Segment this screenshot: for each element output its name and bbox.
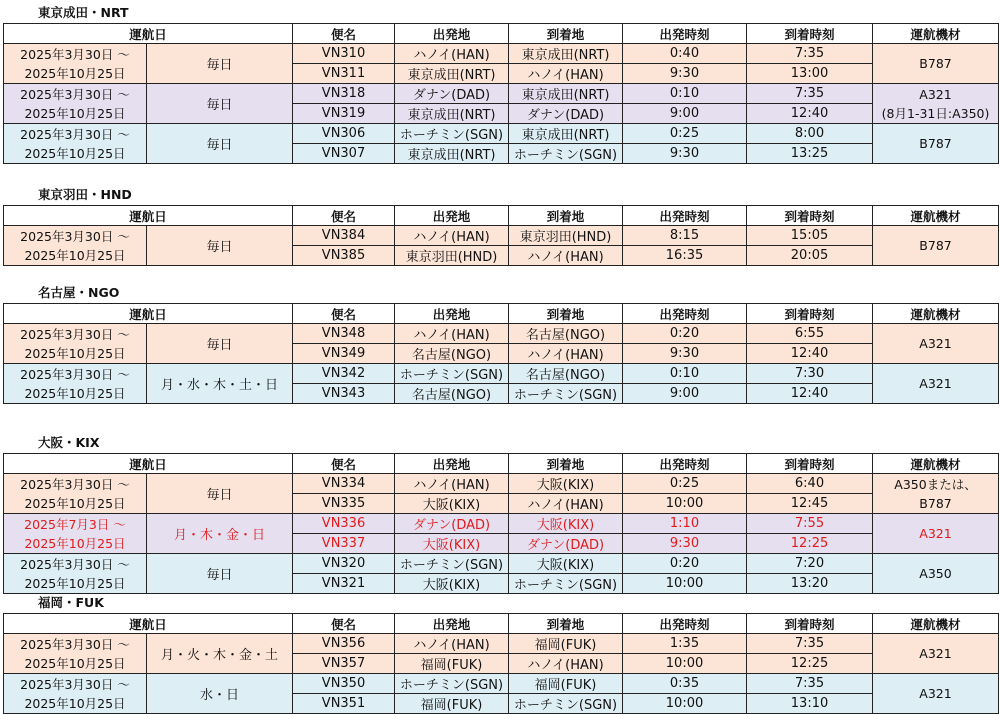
header-arr: 到着時刻 — [747, 454, 873, 474]
arrival-time: 6:40 — [747, 474, 873, 494]
arrival-time: 13:00 — [747, 64, 873, 84]
origin: ホーチミン(SGN) — [395, 124, 509, 144]
origin: ハノイ(HAN) — [395, 226, 509, 246]
flight-row — [4, 514, 999, 534]
period-start: 2025年3月30日 ～ — [20, 676, 130, 692]
origin: 東京成田(NRT) — [395, 144, 509, 164]
period-start: 2025年3月30日 ～ — [20, 126, 130, 142]
section-title: 名古屋・NGO — [38, 285, 120, 300]
period-cell — [4, 554, 147, 594]
aircraft-type: A321 — [919, 336, 952, 351]
flight-number: VN307 — [293, 144, 395, 164]
origin: 東京羽田(HND) — [395, 246, 509, 266]
header-from: 出発地 — [395, 24, 509, 44]
origin: 福岡(FUK) — [395, 654, 509, 674]
operating-days: 毎日 — [147, 324, 293, 364]
period-end: 2025年10月25日 — [24, 495, 126, 511]
flight-row — [4, 364, 999, 384]
header-period: 運航日 — [4, 206, 293, 226]
header-dep: 出発時刻 — [623, 304, 747, 324]
header-dep: 出発時刻 — [623, 614, 747, 634]
aircraft-cell — [873, 124, 999, 164]
header-from: 出発地 — [395, 304, 509, 324]
flight-number: VN384 — [293, 226, 395, 246]
departure-time: 10:00 — [623, 694, 747, 714]
header-flight: 便名 — [293, 304, 395, 324]
header-aircraft: 運航機材 — [873, 24, 999, 44]
origin: ホーチミン(SGN) — [395, 554, 509, 574]
section-title: 大阪・KIX — [38, 435, 100, 450]
flight-number: VN310 — [293, 44, 395, 64]
header-period: 運航日 — [4, 454, 293, 474]
departure-time: 0:40 — [623, 44, 747, 64]
destination: ホーチミン(SGN) — [509, 694, 623, 714]
origin: 福岡(FUK) — [395, 694, 509, 714]
departure-time: 1:10 — [623, 514, 747, 534]
destination: ハノイ(HAN) — [509, 64, 623, 84]
section-title: 東京羽田・HND — [38, 187, 132, 202]
arrival-time: 7:55 — [747, 514, 873, 534]
flight-number: VN336 — [293, 514, 395, 534]
origin: ハノイ(HAN) — [395, 324, 509, 344]
aircraft-type: B787 — [919, 136, 952, 151]
operating-days: 月・火・木・金・土 — [147, 634, 293, 674]
header-flight: 便名 — [293, 206, 395, 226]
aircraft-cell — [873, 84, 999, 124]
departure-time: 0:20 — [623, 324, 747, 344]
arrival-time: 13:10 — [747, 694, 873, 714]
departure-time: 0:20 — [623, 554, 747, 574]
flight-number: VN351 — [293, 694, 395, 714]
header-period: 運航日 — [4, 24, 293, 44]
period-start: 2025年3月30日 ～ — [20, 366, 130, 382]
period-start: 2025年3月30日 ～ — [20, 636, 130, 652]
arrival-time: 12:25 — [747, 534, 873, 554]
header-from: 出発地 — [395, 206, 509, 226]
destination: 名古屋(NGO) — [509, 364, 623, 384]
header-row — [4, 304, 999, 324]
period-cell — [4, 44, 147, 84]
departure-time: 0:25 — [623, 474, 747, 494]
header-from: 出発地 — [395, 614, 509, 634]
period-end: 2025年10月25日 — [24, 105, 126, 121]
header-to: 到着地 — [509, 206, 623, 226]
destination: ダナン(DAD) — [509, 534, 623, 554]
arrival-time: 7:35 — [747, 634, 873, 654]
schedule-table-fuk — [3, 613, 999, 714]
period-start: 2025年3月30日 ～ — [20, 46, 130, 62]
destination: ハノイ(HAN) — [509, 494, 623, 514]
flight-row — [4, 634, 999, 654]
destination: 東京成田(NRT) — [509, 44, 623, 64]
period-end: 2025年10月25日 — [24, 385, 126, 401]
aircraft-type: (8月1-31日:A350) — [881, 105, 990, 121]
destination: ハノイ(HAN) — [509, 344, 623, 364]
flight-number: VN335 — [293, 494, 395, 514]
flight-number: VN319 — [293, 104, 395, 124]
arrival-time: 12:40 — [747, 104, 873, 124]
flight-number: VN349 — [293, 344, 395, 364]
arrival-time: 12:40 — [747, 344, 873, 364]
destination: 東京成田(NRT) — [509, 84, 623, 104]
flight-number: VN318 — [293, 84, 395, 104]
destination: ホーチミン(SGN) — [509, 144, 623, 164]
header-aircraft: 運航機材 — [873, 454, 999, 474]
schedule-table-nrt — [3, 23, 999, 164]
period-start: 2025年3月30日 ～ — [20, 476, 130, 492]
operating-days: 毎日 — [147, 226, 293, 266]
period-end: 2025年10月25日 — [24, 65, 126, 81]
header-dep: 出発時刻 — [623, 206, 747, 226]
arrival-time: 7:35 — [747, 84, 873, 104]
flight-number: VN343 — [293, 384, 395, 404]
destination: ハノイ(HAN) — [509, 246, 623, 266]
header-arr: 到着時刻 — [747, 24, 873, 44]
header-row — [4, 206, 999, 226]
flight-number: VN342 — [293, 364, 395, 384]
operating-days: 水・日 — [147, 674, 293, 714]
header-flight: 便名 — [293, 24, 395, 44]
header-to: 到着地 — [509, 304, 623, 324]
destination: 福岡(FUK) — [509, 634, 623, 654]
schedule-table-ngo — [3, 303, 999, 404]
period-cell — [4, 514, 147, 554]
departure-time: 0:35 — [623, 674, 747, 694]
origin: 大阪(KIX) — [395, 574, 509, 594]
arrival-time: 12:25 — [747, 654, 873, 674]
flight-number: VN348 — [293, 324, 395, 344]
aircraft-type: A321 — [919, 686, 952, 701]
header-period: 運航日 — [4, 304, 293, 324]
period-end: 2025年10月25日 — [24, 695, 126, 711]
aircraft-type: B787 — [919, 495, 952, 511]
origin: ホーチミン(SGN) — [395, 364, 509, 384]
flight-row — [4, 124, 999, 144]
origin: 大阪(KIX) — [395, 534, 509, 554]
arrival-time: 7:30 — [747, 364, 873, 384]
arrival-time: 12:45 — [747, 494, 873, 514]
period-end: 2025年10月25日 — [24, 345, 126, 361]
departure-time: 0:10 — [623, 364, 747, 384]
flight-row — [4, 44, 999, 64]
operating-days: 月・木・金・日 — [147, 514, 293, 554]
destination: ハノイ(HAN) — [509, 654, 623, 674]
flight-row — [4, 324, 999, 344]
flight-number: VN356 — [293, 634, 395, 654]
aircraft-cell — [873, 324, 999, 364]
aircraft-type: A350 — [919, 566, 952, 581]
arrival-time: 6:55 — [747, 324, 873, 344]
destination: 名古屋(NGO) — [509, 324, 623, 344]
departure-time: 0:25 — [623, 124, 747, 144]
destination: 東京羽田(HND) — [509, 226, 623, 246]
flight-number: VN357 — [293, 654, 395, 674]
header-row — [4, 614, 999, 634]
flight-number: VN385 — [293, 246, 395, 266]
header-period: 運航日 — [4, 614, 293, 634]
aircraft-type: B787 — [919, 238, 952, 253]
origin: ハノイ(HAN) — [395, 474, 509, 494]
flight-number: VN321 — [293, 574, 395, 594]
section-title: 東京成田・NRT — [38, 5, 129, 20]
departure-time: 9:30 — [623, 534, 747, 554]
header-aircraft: 運航機材 — [873, 206, 999, 226]
schedule-table-hnd — [3, 205, 999, 266]
header-aircraft: 運航機材 — [873, 304, 999, 324]
period-cell — [4, 634, 147, 674]
header-dep: 出発時刻 — [623, 454, 747, 474]
destination: 大阪(KIX) — [509, 554, 623, 574]
header-to: 到着地 — [509, 24, 623, 44]
aircraft-cell — [873, 514, 999, 554]
arrival-time: 15:05 — [747, 226, 873, 246]
departure-time: 9:30 — [623, 64, 747, 84]
schedule-table-kix — [3, 453, 999, 594]
departure-time: 8:15 — [623, 226, 747, 246]
aircraft-type: A350または、 — [894, 476, 977, 492]
origin: 名古屋(NGO) — [395, 384, 509, 404]
flight-row — [4, 474, 999, 494]
flight-row — [4, 554, 999, 574]
flight-number: VN350 — [293, 674, 395, 694]
section-title: 福岡・FUK — [38, 595, 104, 610]
departure-time: 9:30 — [623, 344, 747, 364]
origin: 東京成田(NRT) — [395, 104, 509, 124]
aircraft-cell — [873, 554, 999, 594]
aircraft-cell — [873, 634, 999, 674]
departure-time: 1:35 — [623, 634, 747, 654]
period-end: 2025年10月25日 — [24, 247, 126, 263]
header-dep: 出発時刻 — [623, 24, 747, 44]
period-cell — [4, 84, 147, 124]
arrival-time: 20:05 — [747, 246, 873, 266]
departure-time: 0:10 — [623, 84, 747, 104]
departure-time: 10:00 — [623, 654, 747, 674]
origin: 東京成田(NRT) — [395, 64, 509, 84]
origin: 名古屋(NGO) — [395, 344, 509, 364]
header-to: 到着地 — [509, 454, 623, 474]
aircraft-cell — [873, 226, 999, 266]
period-cell — [4, 474, 147, 514]
departure-time: 16:35 — [623, 246, 747, 266]
period-cell — [4, 324, 147, 364]
departure-time: 9:30 — [623, 144, 747, 164]
destination: 大阪(KIX) — [509, 514, 623, 534]
period-end: 2025年10月25日 — [24, 655, 126, 671]
operating-days: 毎日 — [147, 554, 293, 594]
arrival-time: 13:20 — [747, 574, 873, 594]
arrival-time: 8:00 — [747, 124, 873, 144]
aircraft-type: B787 — [919, 56, 952, 71]
aircraft-type: A321 — [919, 646, 952, 661]
period-start: 2025年3月30日 ～ — [20, 326, 130, 342]
operating-days: 毎日 — [147, 44, 293, 84]
origin: 大阪(KIX) — [395, 494, 509, 514]
header-aircraft: 運航機材 — [873, 614, 999, 634]
operating-days: 毎日 — [147, 474, 293, 514]
period-start: 2025年3月30日 ～ — [20, 86, 130, 102]
header-from: 出発地 — [395, 454, 509, 474]
flight-number: VN334 — [293, 474, 395, 494]
period-start: 2025年3月30日 ～ — [20, 228, 130, 244]
header-arr: 到着時刻 — [747, 304, 873, 324]
origin: ダナン(DAD) — [395, 514, 509, 534]
period-cell — [4, 226, 147, 266]
period-end: 2025年10月25日 — [24, 575, 126, 591]
flight-number: VN337 — [293, 534, 395, 554]
aircraft-type: A321 — [919, 86, 952, 102]
flight-number: VN306 — [293, 124, 395, 144]
aircraft-cell — [873, 474, 999, 514]
origin: ハノイ(HAN) — [395, 634, 509, 654]
period-end: 2025年10月25日 — [24, 535, 126, 551]
operating-days: 毎日 — [147, 124, 293, 164]
flight-number: VN311 — [293, 64, 395, 84]
origin: ホーチミン(SGN) — [395, 674, 509, 694]
aircraft-type: A321 — [919, 526, 952, 541]
header-row — [4, 454, 999, 474]
arrival-time: 12:40 — [747, 384, 873, 404]
destination: 東京成田(NRT) — [509, 124, 623, 144]
aircraft-type: A321 — [919, 376, 952, 391]
destination: ダナン(DAD) — [509, 104, 623, 124]
departure-time: 10:00 — [623, 494, 747, 514]
aircraft-cell — [873, 44, 999, 84]
departure-time: 10:00 — [623, 574, 747, 594]
flight-row — [4, 226, 999, 246]
aircraft-cell — [873, 364, 999, 404]
arrival-time: 7:35 — [747, 674, 873, 694]
operating-days: 毎日 — [147, 84, 293, 124]
destination: 大阪(KIX) — [509, 474, 623, 494]
arrival-time: 13:25 — [747, 144, 873, 164]
period-cell — [4, 124, 147, 164]
departure-time: 9:00 — [623, 104, 747, 124]
arrival-time: 7:20 — [747, 554, 873, 574]
period-end: 2025年10月25日 — [24, 145, 126, 161]
flight-row — [4, 84, 999, 104]
departure-time: 9:00 — [623, 384, 747, 404]
period-start: 2025年7月3日 ～ — [24, 516, 126, 532]
period-start: 2025年3月30日 ～ — [20, 556, 130, 572]
arrival-time: 7:35 — [747, 44, 873, 64]
destination: ホーチミン(SGN) — [509, 384, 623, 404]
operating-days: 月・水・木・土・日 — [147, 364, 293, 404]
header-flight: 便名 — [293, 614, 395, 634]
header-flight: 便名 — [293, 454, 395, 474]
flight-row — [4, 674, 999, 694]
header-arr: 到着時刻 — [747, 206, 873, 226]
origin: ダナン(DAD) — [395, 84, 509, 104]
header-arr: 到着時刻 — [747, 614, 873, 634]
header-row — [4, 24, 999, 44]
destination: 福岡(FUK) — [509, 674, 623, 694]
destination: ホーチミン(SGN) — [509, 574, 623, 594]
flight-number: VN320 — [293, 554, 395, 574]
period-cell — [4, 364, 147, 404]
origin: ハノイ(HAN) — [395, 44, 509, 64]
header-to: 到着地 — [509, 614, 623, 634]
